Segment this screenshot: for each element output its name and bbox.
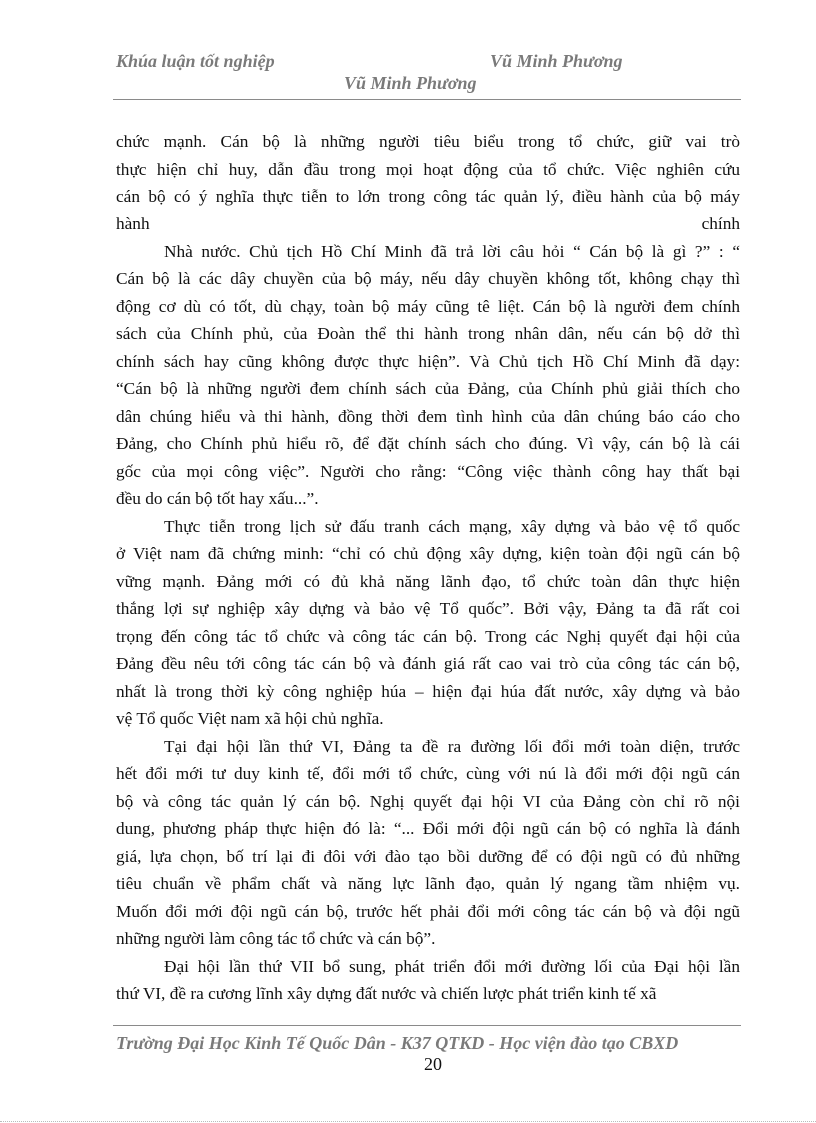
text-fragment: chính xyxy=(701,214,740,233)
text-line: đều do cán bộ tốt hay xấu...”. xyxy=(116,489,319,508)
text-line: Muốn đổi mới đội ngũ cán bộ, trước hết phải đổi mới công tác cán bộ và đội ngũ xyxy=(116,902,740,921)
footer-institution: Trường Đại Học Kinh Tế Quốc Dân - K37 QTKD - Học viện đào tạo CBXD xyxy=(116,1033,679,1053)
text-line: vững mạnh. Đảng mới có đủ khả năng lãnh đạo, tổ chức toàn dân thực hiện xyxy=(116,572,740,591)
text-line: cán bộ có ý nghĩa thực tiễn to lớn trong công tác quản lý, điều hành của bộ máy xyxy=(116,187,740,206)
text-line xyxy=(116,214,740,234)
text-line: Nhà nước. Chủ tịch Hồ Chí Minh đã trả lời câu hỏi “ Cán bộ là gì ?” : “ xyxy=(164,242,740,261)
header-author-name: Vũ Minh Phương xyxy=(490,51,623,71)
text-line: thắng lợi sự nghiệp xây dựng và bảo vệ Tổ quốc”. Bởi vậy, Đảng ta đã rất coi xyxy=(116,599,740,618)
page-number: 20 xyxy=(424,1054,442,1074)
text-line: chính sách hay cũng không được thực hiện”. Và Chủ tịch Hồ Chí Minh đã dạy: xyxy=(116,352,740,371)
text-line: vệ Tổ quốc Việt nam xã hội chủ nghĩa. xyxy=(116,709,384,728)
text-line: Đảng đều nêu tới công tác cán bộ và đánh giá rất cao vai trò của công tác cán bộ, xyxy=(116,654,740,673)
text-line: sách của Chính phủ, của Đoàn thể thi hành trong nhân dân, nếu cán bộ dở thì xyxy=(116,324,740,343)
header-author-name-center: Vũ Minh Phương xyxy=(344,73,477,93)
text-line: những người làm công tác tổ chức và cán bộ”. xyxy=(116,929,436,948)
text-line: Thực tiễn trong lịch sử đấu tranh cách mạng, xây dựng và bảo vệ tổ quốc xyxy=(164,517,740,536)
text-fragment: hành xyxy=(116,214,150,233)
text-line: động cơ dù có tốt, dù chạy, toàn bộ máy cũng tê liệt. Cán bộ là người đem chính xyxy=(116,297,740,316)
text-line: Đại hội lần thứ VII bổ sung, phát triển đổi mới đường lối của Đại hội lần xyxy=(164,957,740,976)
header-left-title: Khúa luận tốt nghiệp xyxy=(116,51,275,71)
text-line: Tại đại hội lần thứ VI, Đảng ta đề ra đường lối đổi mới toàn diện, trước xyxy=(164,737,740,756)
text-line: chức mạnh. Cán bộ là những người tiêu biểu trong tổ chức, giữ vai trò xyxy=(116,132,740,151)
text-line: ở Việt nam đã chứng minh: “chỉ có chủ động xây dựng, kiện toàn đội ngũ cán bộ xyxy=(116,544,740,563)
text-line: thứ VI, đề ra cương lĩnh xây dựng đất nước và chiến lược phát triển kinh tế xã xyxy=(116,984,657,1003)
text-line: nhất là trong thời kỳ công nghiệp húa – hiện đại húa đất nước, xây dựng và bảo xyxy=(116,682,740,701)
footer-divider xyxy=(113,1025,741,1026)
text-line: gốc của mọi công việc”. Người cho rằng: “Công việc thành công hay thất bại xyxy=(116,462,740,481)
text-line: Đảng, cho Chính phủ hiểu rõ, để đặt chính sách cho đúng. Vì vậy, cán bộ là cái xyxy=(116,434,740,453)
text-line: tiêu chuẩn về phẩm chất và năng lực lãnh đạo, quản lý ngang tầm nhiệm vụ. xyxy=(116,874,740,893)
text-line: “Cán bộ là những người đem chính sách của Đảng, của Chính phủ giải thích cho xyxy=(116,379,740,398)
text-line: thực hiện chỉ huy, dẫn đầu trong mọi hoạt động của tổ chức. Việc nghiên cứu xyxy=(116,160,740,179)
text-line: hết đổi mới tư duy kinh tế, đổi mới tổ chức, cùng với nú là đổi mới đội ngũ cán xyxy=(116,764,740,783)
text-line: trọng đến công tác tổ chức và công tác cán bộ. Trong các Nghị quyết đại hội của xyxy=(116,627,740,646)
text-line: dân chúng hiểu và thi hành, đồng thời đem tình hình của dân chúng báo cáo cho xyxy=(116,407,740,426)
header-divider xyxy=(113,99,741,100)
text-line: dung, phương pháp thực hiện đó là: “... Đổi mới đội ngũ cán bộ có nghĩa là đánh xyxy=(116,819,740,838)
text-line: Cán bộ là các dây chuyền của bộ máy, nếu dây chuyền không tốt, không chạy thì xyxy=(116,269,740,288)
page-bottom-border xyxy=(0,1121,816,1122)
text-line: giá, lựa chọn, bố trí lại đi đôi với đào tạo bồi dưỡng để có đội ngũ có đủ những xyxy=(116,847,740,866)
text-line: bộ và công tác quản lý cán bộ. Nghị quyết đại hội VI của Đảng còn chỉ rõ nội xyxy=(116,792,740,811)
